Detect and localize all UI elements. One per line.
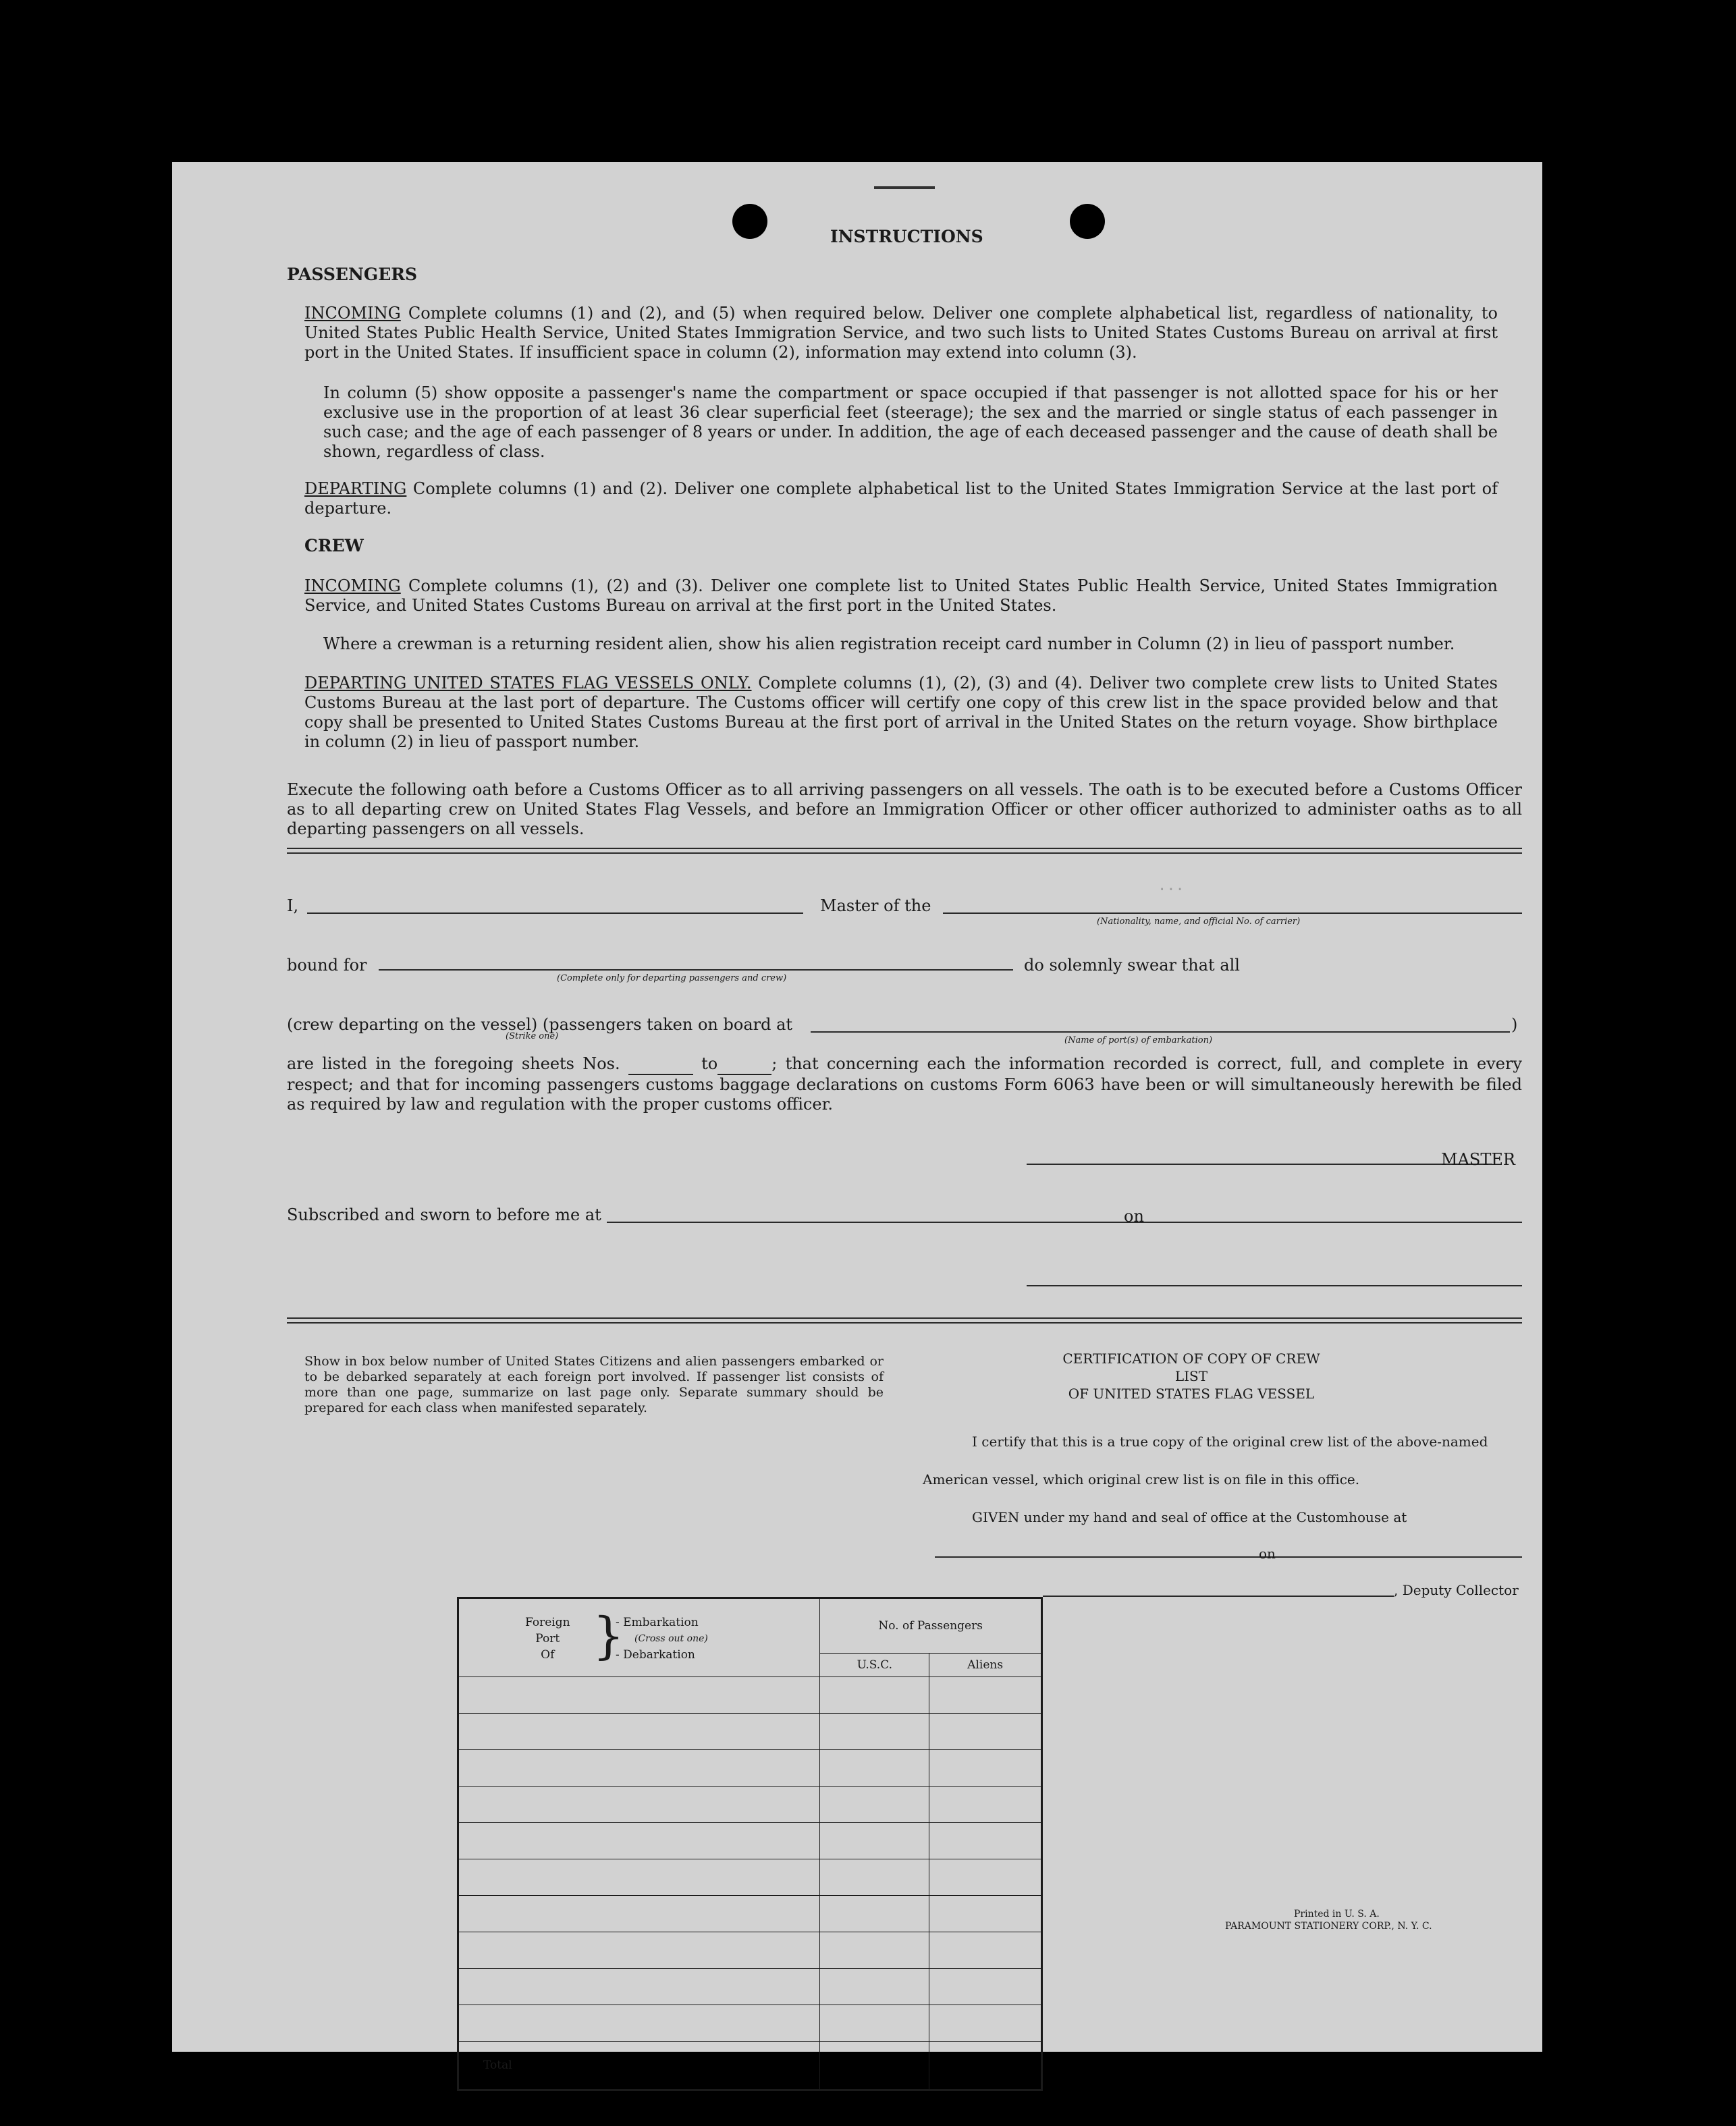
- port-cell[interactable]: [458, 1677, 820, 1714]
- usc-cell[interactable]: [820, 1896, 929, 1932]
- oath-intro: Execute the following oath before a Customs Officer as to all arriving passengers on all vessels. The oath is to be executed before a Customs Officer as to all departing crew on United States Flag Vessels, and before an Immigration Officer or other officer authorized to administer oaths as to all departing passengers on all vessels.: [287, 780, 1522, 838]
- oath-subscribed: Subscribed and sworn to before me at: [287, 1205, 601, 1224]
- certification-line-1: I certify that this is a true copy of the original crew list of the above-named: [972, 1434, 1488, 1450]
- sheet-to-field[interactable]: [717, 1054, 771, 1075]
- foreign-port-header: [458, 1598, 820, 1677]
- departing-text: Complete columns (1) and (2). Deliver one complete alphabetical list to the United States Immigration Service at the last port of departure.: [304, 479, 1498, 518]
- aliens-cell[interactable]: [929, 2005, 1042, 2042]
- aliens-cell[interactable]: [929, 1787, 1042, 1823]
- foreign-port-of-label: [525, 1614, 570, 1663]
- usc-cell[interactable]: [820, 1932, 929, 1969]
- summary-header-row: [458, 1598, 1042, 1654]
- port-cell[interactable]: [458, 1932, 820, 1969]
- certification-line-3: GIVEN under my hand and seal of office at the Customhouse at: [972, 1509, 1407, 1525]
- summary-row: [458, 1714, 1042, 1750]
- sheet-from-field[interactable]: [628, 1054, 693, 1075]
- passenger-summary-table: [457, 1597, 1043, 2091]
- double-rule: [287, 1317, 1522, 1324]
- deputy-collector: , Deputy Collector: [1394, 1582, 1519, 1598]
- usc-cell[interactable]: [820, 1677, 929, 1714]
- summary-row: [458, 1787, 1042, 1823]
- printer-line-1: Printed in U. S. A.: [1294, 1909, 1380, 1919]
- brace-glyph: }: [593, 1606, 625, 1665]
- embarkation-label: - Embarkation: [616, 1615, 699, 1629]
- summary-row: [458, 1823, 1042, 1859]
- summary-row: [458, 2005, 1042, 2042]
- aliens-cell[interactable]: [929, 1714, 1042, 1750]
- no-of-passengers-header: No. of Passengers: [820, 1598, 1042, 1654]
- deputy-signature-line[interactable]: [1043, 1596, 1394, 1597]
- oath-i: I,: [287, 896, 299, 915]
- debarkation-label: - Debarkation: [616, 1647, 695, 1662]
- listed-text-a: are listed in the foregoing sheets Nos.: [287, 1054, 620, 1073]
- oath-crew-departing: (crew departing on the vessel) (passengers taken on board at: [287, 1015, 793, 1034]
- aliens-cell[interactable]: [929, 1859, 1042, 1896]
- crew-incoming-text: Complete columns (1), (2) and (3). Deliver one complete list to United States Public Health Service, United States Immigration Service, and United States Customs Bureau on arrival at the first port in the United States.: [304, 576, 1498, 615]
- printer-line-2: PARAMOUNT STATIONERY CORP., N. Y. C.: [1225, 1921, 1432, 1932]
- of-label: Of: [541, 1647, 555, 1662]
- foreign-label: Foreign: [525, 1615, 570, 1629]
- departing-us-text: Complete columns (1), (2), (3) and (4). Deliver two complete crew lists to United States Customs Bureau at the last port of departure. The Customs officer will certify one copy of this crew list in the space provided below and that copy shall be presented to United States Customs Bureau at the first port of arrival in the United States on the return voyage. Show birthplace in column (2) in lieu of passport number.: [304, 674, 1498, 751]
- summary-row: [458, 1859, 1042, 1896]
- oath-master-of-the: Master of the: [820, 896, 931, 915]
- usc-cell[interactable]: [820, 1969, 929, 2005]
- port-cell[interactable]: [458, 1787, 820, 1823]
- certification-title: [1050, 1350, 1333, 1402]
- listed-text-b: ; that concerning each the information recorded is correct, full, and complete in every respect; and that for incoming passengers customs baggage declarations on customs Form 6063 have been or will simultaneously herewith be filed as required by law and regulation with the proper customs officer.: [287, 1054, 1522, 1114]
- close-paren: ): [1511, 1015, 1518, 1034]
- oath-on: on: [1124, 1207, 1144, 1226]
- double-rule: [287, 848, 1522, 854]
- usc-cell[interactable]: [820, 1859, 929, 1896]
- aliens-cell[interactable]: [929, 1823, 1042, 1859]
- listed-block: [287, 1054, 1522, 1114]
- port-cell[interactable]: [458, 1823, 820, 1859]
- crew-incoming-label: INCOMING: [304, 576, 401, 595]
- incoming-text: Complete columns (1) and (2), and (5) when required below. Deliver one complete alphabetical list, regardless of nationality, to United States Public Health Service, United States Immigration Service, and two such lists to United States Customs Bureau on arrival at first port in the United States. If insufficient space in column (2), information may extend into column (3).: [304, 304, 1498, 362]
- summary-row: [458, 1969, 1042, 2005]
- port-cell[interactable]: [458, 1896, 820, 1932]
- crewman-block: [323, 634, 1498, 654]
- bleed-through-text: ...: [1158, 877, 1185, 894]
- summary-row: [458, 1932, 1042, 1969]
- port-cell[interactable]: [458, 1750, 820, 1787]
- aliens-cell[interactable]: [929, 1969, 1042, 2005]
- port-cell[interactable]: [458, 1714, 820, 1750]
- oath-solemnly: do solemnly swear that all: [1024, 956, 1240, 975]
- customhouse-line[interactable]: [935, 1556, 1301, 1558]
- passengers-departing-block: [304, 479, 1498, 518]
- column5-block: [323, 383, 1498, 462]
- column5-text: In column (5) show opposite a passenger's name the compartment or space occupied if that passenger is not allotted space for his or her exclusive use in the proportion of at least 36 clear superficial feet (steerage); the sex and the married or single status of each passenger in such case; and the age of each passenger of 8 years or under. In addition, the age of each deceased passenger and the cause of death shall be shown, regardless of class.: [323, 383, 1498, 461]
- passengers-heading: PASSENGERS: [287, 265, 418, 284]
- aliens-header: Aliens: [929, 1654, 1042, 1677]
- master-name-line[interactable]: [307, 912, 803, 914]
- crewman-text: Where a crewman is a returning resident alien, show his alien registration receipt card number in Column (2) in lieu of passport number.: [323, 634, 1455, 653]
- oath-bound-for: bound for: [287, 956, 367, 975]
- crew-heading: CREW: [304, 536, 364, 555]
- certification-on: on: [1259, 1546, 1276, 1562]
- officer-signature-line[interactable]: [1027, 1285, 1522, 1286]
- departing-note: (Complete only for departing passengers and crew): [557, 973, 787, 983]
- usc-total-cell[interactable]: [820, 2042, 929, 2090]
- certification-line-2: American vessel, which original crew list is on file in this office.: [923, 1471, 1360, 1488]
- usc-cell[interactable]: [820, 1787, 929, 1823]
- usc-cell[interactable]: [820, 1823, 929, 1859]
- carrier-line[interactable]: [943, 912, 1522, 914]
- summary-total-row: [458, 2042, 1042, 2090]
- listed-to: to: [701, 1054, 718, 1073]
- passengers-incoming-block: [304, 304, 1498, 362]
- certification-date-line[interactable]: [1284, 1556, 1522, 1558]
- crew-incoming-block: [304, 576, 1498, 616]
- aliens-cell[interactable]: [929, 1932, 1042, 1969]
- summary-note-block: [304, 1354, 884, 1416]
- aliens-cell[interactable]: [929, 1750, 1042, 1787]
- embarkation-options: [616, 1614, 708, 1663]
- port-label: Port: [535, 1631, 560, 1645]
- ports-note: (Name of port(s) of embarkation): [1064, 1035, 1213, 1045]
- oath-intro-block: [287, 780, 1522, 839]
- incoming-label: INCOMING: [304, 304, 401, 323]
- carrier-note: (Nationality, name, and official No. of carrier): [1097, 917, 1301, 927]
- form-sheet: [172, 162, 1542, 2072]
- aliens-total-cell[interactable]: [929, 2042, 1042, 2090]
- punch-hole: [1070, 204, 1105, 239]
- port-cell[interactable]: [458, 1969, 820, 2005]
- departing-label: DEPARTING: [304, 479, 407, 498]
- usc-header: U.S.C.: [820, 1654, 929, 1677]
- summary-note: Show in box below number of United States Citizens and alien passengers embarked or to be debarked separately at each foreign port involved. If passenger list consists of more than one page, summarize on last page only. Separate summary should be prepared for each class when manifested separately.: [304, 1354, 884, 1415]
- sworn-date-line[interactable]: [1147, 1222, 1522, 1223]
- cross-out-note: (Cross out one): [634, 1633, 708, 1644]
- staple-mark: [874, 186, 935, 189]
- strike-one-note: (Strike one): [506, 1031, 559, 1041]
- usc-cell[interactable]: [820, 1750, 929, 1787]
- usc-cell[interactable]: [820, 2005, 929, 2042]
- usc-cell[interactable]: [820, 1714, 929, 1750]
- instructions-title: INSTRUCTIONS: [830, 227, 983, 246]
- total-label: Total: [458, 2042, 820, 2090]
- summary-row: [458, 1750, 1042, 1787]
- summary-row: [458, 1677, 1042, 1714]
- punch-hole: [732, 204, 767, 239]
- oath-master: MASTER: [1441, 1150, 1515, 1169]
- departing-us-block: [304, 674, 1498, 752]
- certification-title-2: OF UNITED STATES FLAG VESSEL: [1068, 1386, 1315, 1402]
- certification-title-1: CERTIFICATION OF COPY OF CREW LIST: [1062, 1351, 1320, 1384]
- summary-row: [458, 1896, 1042, 1932]
- aliens-cell[interactable]: [929, 1896, 1042, 1932]
- port-cell[interactable]: [458, 2005, 820, 2042]
- port-cell[interactable]: [458, 1859, 820, 1896]
- ports-line[interactable]: [811, 1031, 1510, 1033]
- master-signature-line[interactable]: [1027, 1164, 1492, 1165]
- departing-us-label: DEPARTING UNITED STATES FLAG VESSELS ONLY.: [304, 674, 752, 692]
- bound-for-line[interactable]: [379, 969, 1013, 971]
- aliens-cell[interactable]: [929, 1677, 1042, 1714]
